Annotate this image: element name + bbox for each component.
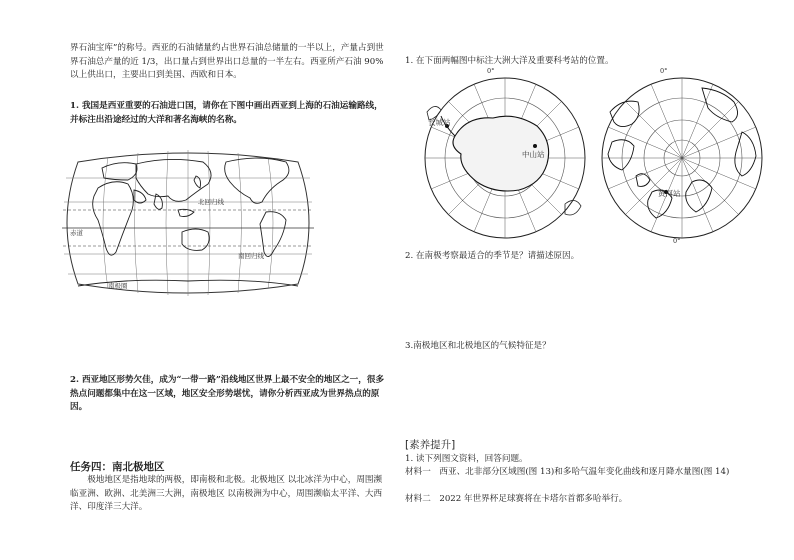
material-1: 材料一 西亚、北非部分区域图(图 13)和多哈气温年变化曲线和逐月降水量图(图 14) (405, 467, 730, 477)
antarctic-circle-label: 南极圈 (108, 282, 128, 290)
north-map-zero-top-label: 0° (660, 67, 668, 75)
task4-body: 极地地区是指地球的两极，即南极和北极。北极地区 以北冰洋为中心，周围濒临亚洲、欧洲、北美洲三大洲，南极地区 以南极洲为中心，周围濒临太平洋、大西洋、印度洋三大洋。 (70, 475, 383, 512)
south-polar-map (415, 72, 595, 242)
material-2: 材料二 2022 年世界杯足球赛将在卡塔尔首都多哈举行。 (405, 494, 628, 504)
right-question-2: 2. 在南极考察最适合的季节是？请描述原因。 (405, 251, 580, 261)
world-map (58, 148, 318, 298)
left-question-2: 2. 西亚地区形势欠佳，成为“一带一路”沿线地区世界上最不安全的地区之一，很多热点问题都集中在这一区域，地区安全形势堪忧，请你分析西亚成为世界热点的原因。 (70, 375, 385, 412)
right-question-1: 1. 在下面两幅图中标注大洲大洋及重要科考站的位置。 (405, 56, 614, 66)
right-question-3: 3.南极地区和北极地区的气候特征是？ (405, 341, 551, 351)
suyang-title: [素养提升] (405, 439, 456, 451)
huanghe-station-label: 黄河站 (658, 189, 681, 198)
intro-paragraph: 界石油宝库”的称号。西亚的石油储量约占世界石油总储量的一半以上，产量占到世界石油总产量的近 1/3，出口量占到世界出口总量的一半左右。西亚所产石油 90%以上供出口，主要出口到美国、西欧和日本。 (70, 43, 384, 80)
left-question-1: 1. 我国是西亚重要的石油进口国，请你在下图中画出西亚到上海的石油运输路线，并标注出沿途经过的大洋和著名海峡的名称。 (70, 101, 383, 125)
changcheng-station-label: 长城站 (428, 118, 451, 127)
equator-label: 赤道 (70, 229, 83, 237)
zhongshan-station-label: 中山站 (522, 150, 545, 159)
north-tropic-label: 北回归线 (198, 198, 224, 206)
south-tropic-label: 南回归线 (238, 252, 264, 260)
south-map-zero-label: 0° (487, 67, 495, 75)
suyang-question-1: 1. 读下列图文资料，回答问题。 (405, 454, 528, 464)
north-polar-map (592, 72, 772, 242)
task4-title: 任务四：南北极地区 (70, 461, 165, 473)
north-map-zero-bottom-label: 0° (673, 237, 681, 245)
